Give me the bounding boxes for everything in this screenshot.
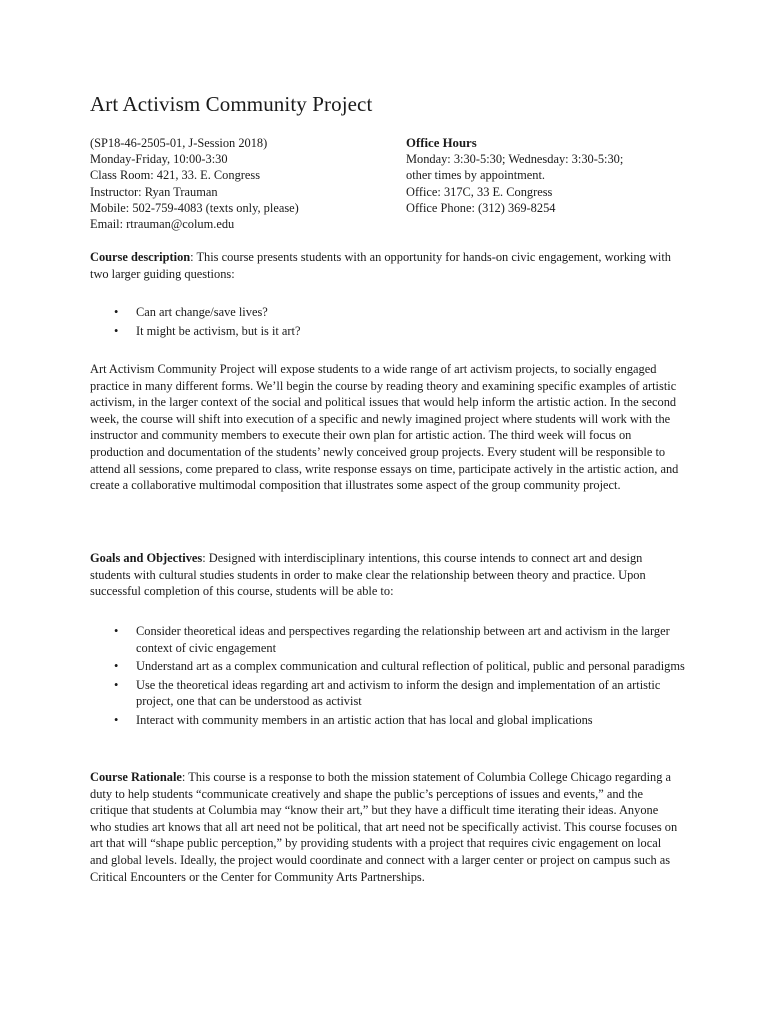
office-hours-line: other times by appointment. [406,168,546,183]
rationale-paragraph [90,769,682,885]
course-description-label: Course description [90,250,191,264]
list-item: • Use the theoretical ideas regarding art and activism to inform the design and implementation of an artistic project, one that can be understood as activist [90,677,685,710]
course-info-block [90,135,299,232]
office-hours-heading: Office Hours [406,136,477,150]
office-location: Office: 317C, 33 E. Congress [406,184,553,199]
objectives-list [90,623,685,731]
goals-text: : Designed with interdisciplinary intentions, this course intends to connect art and design students with cultural studies students in order to make clear the relationship between theory and practice. Upon successful completion of this course, students will be able to: [90,551,646,599]
office-hours-line: Monday: 3:30-5:30; Wednesday: 3:30-5:30; [406,152,624,167]
office-phone: Office Phone: (312) 369-8254 [406,200,556,215]
goals-paragraph [90,550,682,600]
list-item: • Can art change/save lives? [90,304,685,321]
rationale-text: : This course is a response to both the mission statement of Columbia College Chicago regarding a duty to help students “communicate creatively and shape the public’s perceptions of issues and events,” and the critique that students at Columbia may “know their art,” but they have a difficult time iterating their ideas. Anyone who studies art knows that all art need not be political, that art need not be specifically activist. This course focuses on art that will “shape public perception,” by providing students with a project that requires civic engagement on local and global levels. Ideally, the project would coordinate and connect with a larger center or project on campus such as Critical Encounters or the Center for Community Arts Partnerships. [90,770,678,884]
course-schedule: Monday-Friday, 10:00-3:30 [90,152,228,167]
list-item: • Interact with community members in an artistic action that has local and global implications [90,712,685,729]
class-room: Class Room: 421, 33. E. Congress [90,168,261,183]
course-description-text: : This course presents students with an opportunity for hands-on civic engagement, working with two larger guiding questions: [90,250,672,281]
goals-label: Goals and Objectives [90,551,203,565]
office-hours-block [406,135,623,216]
course-description-paragraph [90,249,682,282]
guiding-questions-list [90,304,685,341]
course-overview-paragraph: Art Activism Community Project will expose students to a wide range of art activism projects, to socially engaged practice in many different forms. We’ll begin the course by reading theory and examining specific examples of artistic activism, in the larger context of the social and political issues that would help inform the artistic action. In the second week, the course will shift into execution of a specific and newly imagined project where students will work with the instructor and community members to execute their own plan for artistic action. The third week will focus on production and documentation of the students’ newly conceived group projects. Every student will be responsible to attend all sessions, come prepared to class, write response essays on time, participate actively in the artistic action, and create a collaborative multimodal composition that illustrates some aspect of the group community project. [90,362,679,493]
course-code: (SP18-46-2505-01, J-Session 2018) [90,136,268,150]
mobile: Mobile: 502-759-4083 (texts only, please) [90,200,299,215]
rationale-label: Course Rationale [90,770,182,784]
email: Email: rtrauman@colum.edu [90,217,235,232]
list-item: • It might be activism, but is it art? [90,323,685,340]
instructor: Instructor: Ryan Trauman [90,184,218,199]
list-item: • Understand art as a complex communication and cultural reflection of political, public and personal paradigms [90,658,685,675]
document-title: Art Activism Community Project [90,92,373,116]
list-item: • Consider theoretical ideas and perspectives regarding the relationship between art and activism in the larger context of civic engagement [90,623,685,656]
